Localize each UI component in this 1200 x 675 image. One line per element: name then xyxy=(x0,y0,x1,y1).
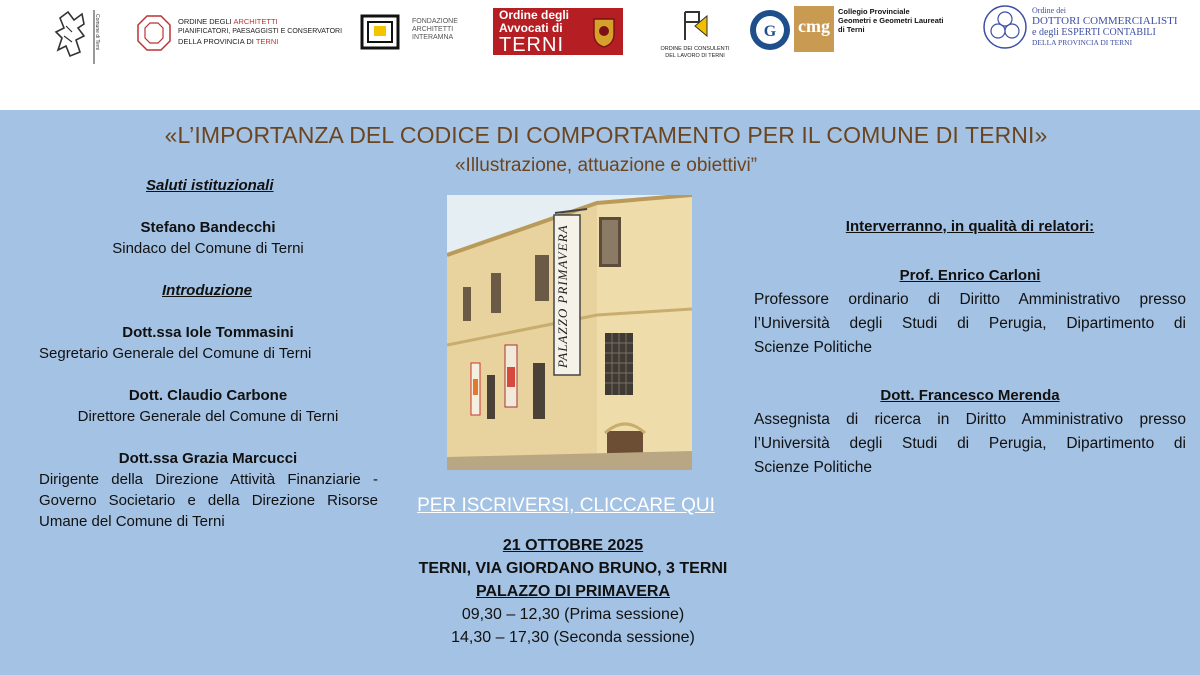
architetti-line2: PIANIFICATORI, PAESAGGISTI E CONSERVATORI xyxy=(178,28,343,35)
event-venue: PALAZZO DI PRIMAVERA xyxy=(475,583,671,600)
fondazione-architetti-logo xyxy=(358,12,468,54)
svg-text:G: G xyxy=(763,23,777,40)
introduzione-heading: Introduzione xyxy=(162,282,252,299)
relatore-name-merenda: Dott. Francesco Merenda xyxy=(880,387,1060,404)
fondazione-square-icon xyxy=(358,12,408,52)
consulenti-lavoro-logo xyxy=(655,8,735,64)
geometri-logo xyxy=(748,6,960,54)
speaker-name-carbone: Dott. Claudio Carbone xyxy=(128,387,288,404)
fondazione-line3: INTERAMNA xyxy=(412,34,454,41)
event-session-1: 09,30 – 12,30 (Prima sessione) xyxy=(461,606,685,623)
commercialisti-line3: e degli ESPERTI CONTABILI xyxy=(1032,27,1156,38)
commercialisti-rosette-icon xyxy=(982,4,1028,50)
speaker-name-tommasini: Dott.ssa Iole Tommasini xyxy=(122,324,294,341)
register-link[interactable]: PER ISCRIVERSI, CLICCARE QUI xyxy=(417,495,715,516)
architetti-line3b: TERNI xyxy=(255,37,279,46)
comune-di-terni-logo xyxy=(54,6,104,66)
event-address: TERNI, VIA GIORDANO BRUNO, 3 TERNI xyxy=(418,560,728,577)
speaker-name-marcucci: Dott.ssa Grazia Marcucci xyxy=(118,450,298,467)
commercialisti-line4: DELLA PROVINCIA DI TERNI xyxy=(1032,38,1133,47)
commercialisti-line2: DOTTORI COMMERCIALISTI xyxy=(1032,15,1178,27)
geometri-line2: Geometri e Geometri Laureati xyxy=(838,16,944,25)
palazzo-banner-text: PALAZZO PRIMAVERA xyxy=(555,224,570,368)
merenda-line2: l’Università degli Studi di Perugia, Dipartimento di xyxy=(754,435,1186,452)
speaker-role-tommasini: Segretario Generale del Comune di Terni xyxy=(39,345,312,362)
relatore-desc-carloni xyxy=(754,288,1186,360)
geometri-mark: cmg xyxy=(798,16,830,36)
merenda-line1: Assegnista di ricerca in Diritto Amministrativo presso xyxy=(754,411,1186,428)
relatore-desc-merenda xyxy=(754,408,1186,480)
fondazione-line1: FONDAZIONE xyxy=(412,18,458,25)
carloni-line2: l’Università degli Studi di Perugia, Dipartimento di xyxy=(754,315,1186,332)
speaker-role-marcucci xyxy=(39,469,378,532)
consulenti-mark-icon xyxy=(677,8,713,44)
logo-bar xyxy=(0,0,1200,110)
architetti-line1a: ORDINE DEGLI xyxy=(178,17,234,26)
avvocati-line1: Ordine degli xyxy=(499,8,570,22)
relatore-name-carloni: Prof. Enrico Carloni xyxy=(899,267,1041,284)
palazzo-photo xyxy=(447,195,692,470)
commercialisti-logo xyxy=(982,4,1182,58)
marcucci-role-line1: Dirigente della Direzione Attività Finanziarie - xyxy=(39,471,378,488)
event-title: «L’IMPORTANZA DEL CODICE DI COMPORTAMENTO PER IL COMUNE DI TERNI» xyxy=(164,122,1048,148)
architetti-line1b: ARCHITETTI xyxy=(233,17,278,26)
commercialisti-line1: Ordine dei xyxy=(1032,6,1066,15)
fondazione-line2: ARCHITETTI xyxy=(412,26,454,33)
ordine-avvocati-logo xyxy=(493,8,623,55)
consulenti-line1: ORDINE DEI CONSULENTI xyxy=(660,46,730,52)
geometri-line1: Collegio Provinciale xyxy=(838,7,910,16)
speaker-role-carbone: Direttore Generale del Comune di Terni xyxy=(77,408,339,425)
avvocati-crest-icon xyxy=(591,16,617,48)
comune-caption: Comune di Terni xyxy=(94,14,100,51)
event-date: 21 OTTOBRE 2025 xyxy=(502,537,644,554)
avvocati-line2: Avvocati di xyxy=(499,21,563,35)
consulenti-line2: DEL LAVORO DI TERNI xyxy=(665,53,725,59)
relatori-heading: Interverranno, in qualità di relatori: xyxy=(845,218,1095,235)
marcucci-role-line3: Umane del Comune di Terni xyxy=(39,513,225,530)
carloni-line1: Professore ordinario di Diritto Amministrativo presso xyxy=(754,291,1186,308)
ordine-architetti-logo xyxy=(136,14,346,56)
marcucci-role-line2: Governo Societario e della Direzione Risorse xyxy=(39,492,378,509)
architetti-line3a: DELLA PROVINCIA DI xyxy=(178,37,256,46)
geometri-seal-icon xyxy=(748,8,792,52)
event-subtitle: «Illustrazione, attuazione e obiettivi” xyxy=(454,155,758,176)
speaker-role-bandecchi: Sindaco del Comune di Terni xyxy=(112,240,304,257)
saluti-heading: Saluti istituzionali xyxy=(146,177,274,194)
carloni-line3: Scienze Politiche xyxy=(754,339,873,356)
event-session-2: 14,30 – 17,30 (Seconda sessione) xyxy=(451,629,695,646)
architetti-octagon-icon xyxy=(136,14,172,52)
merenda-line3: Scienze Politiche xyxy=(754,459,873,476)
geometri-line3: di Terni xyxy=(838,25,865,34)
avvocati-line3: TERNI xyxy=(499,34,564,56)
speaker-name-bandecchi: Stefano Bandecchi xyxy=(140,219,276,236)
